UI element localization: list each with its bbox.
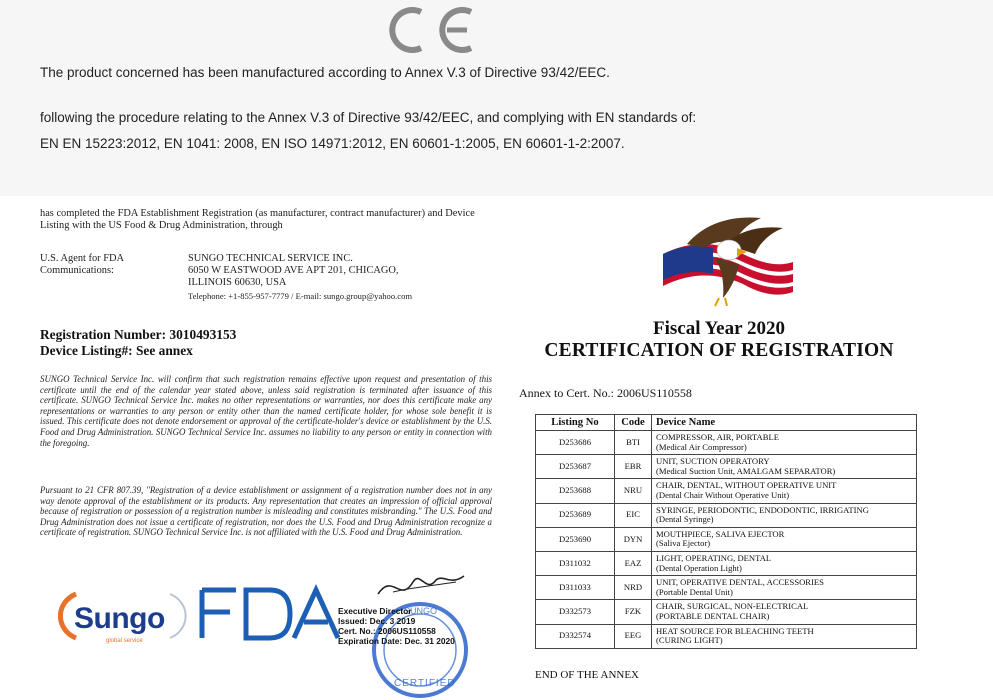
device-name: SYRINGE, PERIODONTIC, ENDODONTIC, IRRIGATING xyxy=(656,504,869,515)
table-row xyxy=(536,431,917,455)
device-name-cell xyxy=(652,600,917,624)
table-row xyxy=(536,503,917,527)
issued-date: Issued: Dec. 3 2019 xyxy=(338,616,416,626)
code-cell: EIC xyxy=(615,503,652,527)
column-header-device-name: Device Name xyxy=(652,415,917,431)
device-description: (CURING LIGHT) xyxy=(656,635,723,646)
device-description: (Medical Air Compressor) xyxy=(656,441,747,452)
device-name-cell xyxy=(652,431,917,455)
eagle-flag-emblem-icon xyxy=(643,214,805,310)
registration-intro: has completed the FDA Establishment Registration (as manufacturer, contract manufacturer) and Device Listing with the US Food & Drug Administration, through xyxy=(40,208,475,232)
ce-mark-icon xyxy=(385,4,505,56)
device-name: MOUTHPIECE, SALIVA EJECTOR xyxy=(656,528,785,539)
code-cell: NRD xyxy=(615,576,652,600)
device-name-cell xyxy=(652,527,917,551)
logo-row xyxy=(58,580,358,650)
listing-no-cell: D332573 xyxy=(536,600,615,624)
device-name: CHAIR, SURGICAL, NON-ELECTRICAL xyxy=(656,601,809,612)
device-description: (Portable Dental Unit) xyxy=(656,586,733,597)
cfr-disclaimer: Pursuant to 21 CFR 807.39, "Registration of a device establishment or assignment of a registration number does not in any way denote approval of the establishment or its products. Any representation that creates an impression of official approval because of registration or possession of a registration number is misleading and constitutes misbranding." The U.S. Food and Drug Administration does not issue a certificate of registration, nor does the U.S. Food and Drug Administration recognize a certificate of registration. SUNGO Technical Service Inc. is not affiliated with the U.S. Food and Drug Administration. xyxy=(40,485,492,538)
code-cell: NRU xyxy=(615,479,652,503)
device-listing-table xyxy=(535,414,917,649)
agent-details xyxy=(188,253,498,302)
confirmation-disclaimer: SUNGO Technical Service Inc. will confirm that such registration remains effective upon request and presentation of this certificate until the end of the calendar year stated above, unless said registration is terminated after issuance of this certificate. SUNGO Technical Service Inc. makes no other representations or warranties, nor does this certificate make any representations or warranties to any person or entity other than the named certificate holder, for whose sole benefit it is issued. This certificate does not denote endorsement or approval of the certificate-holder's device or establishment by the U.S. Food and Drug Administration. SUNGO Technical Service Inc. assumes no liability to any person or entity in connection with the foregoing. xyxy=(40,374,492,448)
table-row xyxy=(536,479,917,503)
executive-title: Executive Director xyxy=(338,606,412,616)
agent-name: SUNGO TECHNICAL SERVICE INC. xyxy=(188,253,353,264)
ce-declaration-section xyxy=(0,0,993,196)
column-header-code: Code xyxy=(615,415,652,431)
table-row xyxy=(536,455,917,479)
device-description: (Dental Chair Without Operative Unit) xyxy=(656,489,790,500)
stamp-top-text: SUNGO xyxy=(404,606,438,616)
listing-no-cell: D311033 xyxy=(536,576,615,600)
listing-no-cell: D253686 xyxy=(536,431,615,455)
listing-no-cell: D253689 xyxy=(536,503,615,527)
device-name: COMPRESSOR, AIR, PORTABLE xyxy=(656,432,779,443)
device-description: (Dental Syringe) xyxy=(656,514,714,525)
code-cell: BTI xyxy=(615,431,652,455)
listing-no-cell: D311032 xyxy=(536,551,615,575)
end-of-annex: END OF THE ANNEX xyxy=(535,669,639,681)
column-header-listing-no: Listing No xyxy=(536,415,615,431)
code-cell: EEG xyxy=(615,624,652,648)
table-row xyxy=(536,551,917,575)
code-cell: DYN xyxy=(615,527,652,551)
device-name-cell xyxy=(652,576,917,600)
device-description: (Medical Suction Unit, AMALGAM SEPARATOR) xyxy=(656,465,836,476)
standards-list: EN EN 15223:2012, EN 1041: 2008, EN ISO 14971:2012, EN 60601-1:2005, EN 60601-1-2:2007. xyxy=(40,136,625,151)
procedure-statement: following the procedure relating to the Annex V.3 of Directive 93/42/EEC, and complying with EN standards of: xyxy=(40,110,697,125)
device-description: (Dental Operation Light) xyxy=(656,562,742,573)
agent-address-line1: 6050 W EASTWOOD AVE APT 201, CHICAGO, xyxy=(188,265,399,277)
listing-no-cell: D253688 xyxy=(536,479,615,503)
device-name-cell xyxy=(652,455,917,479)
device-name-cell xyxy=(652,479,917,503)
agent-label: U.S. Agent for FDA Communications: xyxy=(40,253,124,277)
device-description: (PORTABLE DENTAL CHAIR) xyxy=(656,610,770,621)
code-cell: EBR xyxy=(615,455,652,479)
device-name-cell xyxy=(652,551,917,575)
manufacture-statement: The product concerned has been manufactured according to Annex V.3 of Directive 93/42/EEC. xyxy=(40,65,610,80)
listing-no-cell: D253687 xyxy=(536,455,615,479)
registration-annex-certificate xyxy=(505,196,933,700)
device-name-cell xyxy=(652,624,917,648)
device-name: UNIT, SUCTION OPERATORY xyxy=(656,456,770,467)
fda-registration-certificate xyxy=(20,196,505,700)
listing-no-cell: D332574 xyxy=(536,624,615,648)
fiscal-year: Fiscal Year 2020 xyxy=(653,318,785,339)
certificate-number: Cert. No.: 2006US110558 xyxy=(338,626,436,636)
issuer-details xyxy=(338,606,455,646)
fda-logo xyxy=(196,580,344,646)
signature-stamp-block xyxy=(338,564,488,700)
agent-contact: Telephone: +1-855-957-7779 / E-mail: sungo.group@yahoo.com xyxy=(188,290,413,301)
listing-no-cell: D253690 xyxy=(536,527,615,551)
sungo-logo-text: Sungo xyxy=(74,602,165,635)
stamp-bottom-text: CERTIFIED xyxy=(394,678,456,689)
code-cell: FZK xyxy=(615,600,652,624)
device-name: CHAIR, DENTAL, WITHOUT OPERATIVE UNIT xyxy=(656,480,837,491)
table-header-row xyxy=(536,415,917,431)
sungo-tagline: global service xyxy=(106,638,143,644)
table-row xyxy=(536,576,917,600)
device-name: UNIT, OPERATIVE DENTAL, ACCESSORIES xyxy=(656,577,824,588)
certificate-title: CERTIFICATION OF REGISTRATION xyxy=(544,340,894,361)
table-row xyxy=(536,527,917,551)
device-listing-number: Device Listing#: See annex xyxy=(40,343,193,358)
registration-number: Registration Number: 3010493153 xyxy=(40,327,237,342)
table-row xyxy=(536,624,917,648)
annex-cert-number: Annex to Cert. No.: 2006US110558 xyxy=(519,386,692,400)
device-name: LIGHT, OPERATING, DENTAL xyxy=(656,553,772,564)
expiration-date: Expiration Date: Dec. 31 2020 xyxy=(338,636,455,646)
device-name-cell xyxy=(652,503,917,527)
device-name: HEAT SOURCE FOR BLEACHING TEETH xyxy=(656,625,814,636)
device-description: (Saliva Ejector) xyxy=(656,538,711,549)
code-cell: EAZ xyxy=(615,551,652,575)
sungo-logo xyxy=(58,588,190,644)
table-row xyxy=(536,600,917,624)
agent-address-line2: ILLINOIS 60630, USA xyxy=(188,277,287,289)
